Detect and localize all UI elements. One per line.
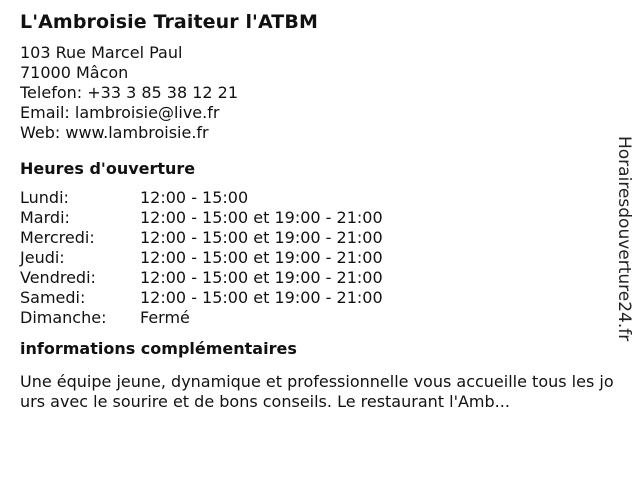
email-text: Email: lambroisie@live.fr xyxy=(20,103,220,122)
opening-hours-heading: Heures d'ouverture xyxy=(20,159,196,178)
hours-row-monday xyxy=(20,188,620,208)
address-line-1: 103 Rue Marcel Paul xyxy=(20,43,183,62)
hours-row-thursday xyxy=(20,248,620,268)
business-card xyxy=(20,10,620,428)
contact-info xyxy=(20,43,620,143)
hours-value: 12:00 - 15:00 et 19:00 - 21:00 xyxy=(140,248,383,267)
day-label: Mercredi: xyxy=(20,228,95,247)
hours-row-saturday xyxy=(20,288,620,308)
day-label: Samedi: xyxy=(20,288,86,307)
hours-value: 12:00 - 15:00 et 19:00 - 21:00 xyxy=(140,268,383,287)
additional-info-text: Une équipe jeune, dynamique et professionnelle vous accueille tous les jours avec le sourire et de bons conseils. Le restaurant l'Amb... xyxy=(20,372,614,412)
day-label: Vendredi: xyxy=(20,268,96,287)
day-label: Mardi: xyxy=(20,208,70,227)
day-label: Lundi: xyxy=(20,188,69,207)
additional-info-heading: informations complémentaires xyxy=(20,339,297,358)
hours-value: Fermé xyxy=(140,308,190,327)
website-text: Web: www.lambroisie.fr xyxy=(20,123,209,142)
business-title: L'Ambroisie Traiteur l'ATBM xyxy=(20,11,318,33)
hours-value: 12:00 - 15:00 et 19:00 - 21:00 xyxy=(140,228,383,247)
hours-row-sunday xyxy=(20,308,620,328)
day-label: Jeudi: xyxy=(20,248,65,267)
phone-text: Telefon: +33 3 85 38 12 21 xyxy=(20,83,239,102)
hours-row-tuesday xyxy=(20,208,620,228)
address-line-2: 71000 Mâcon xyxy=(20,63,129,82)
hours-row-wednesday xyxy=(20,228,620,248)
hours-row-friday xyxy=(20,268,620,288)
site-watermark: Horairesdouverture24.fr xyxy=(614,136,634,342)
hours-value: 12:00 - 15:00 xyxy=(140,188,249,207)
hours-value: 12:00 - 15:00 et 19:00 - 21:00 xyxy=(140,288,383,307)
hours-value: 12:00 - 15:00 et 19:00 - 21:00 xyxy=(140,208,383,227)
opening-hours-list xyxy=(20,188,620,328)
day-label: Dimanche: xyxy=(20,308,107,327)
